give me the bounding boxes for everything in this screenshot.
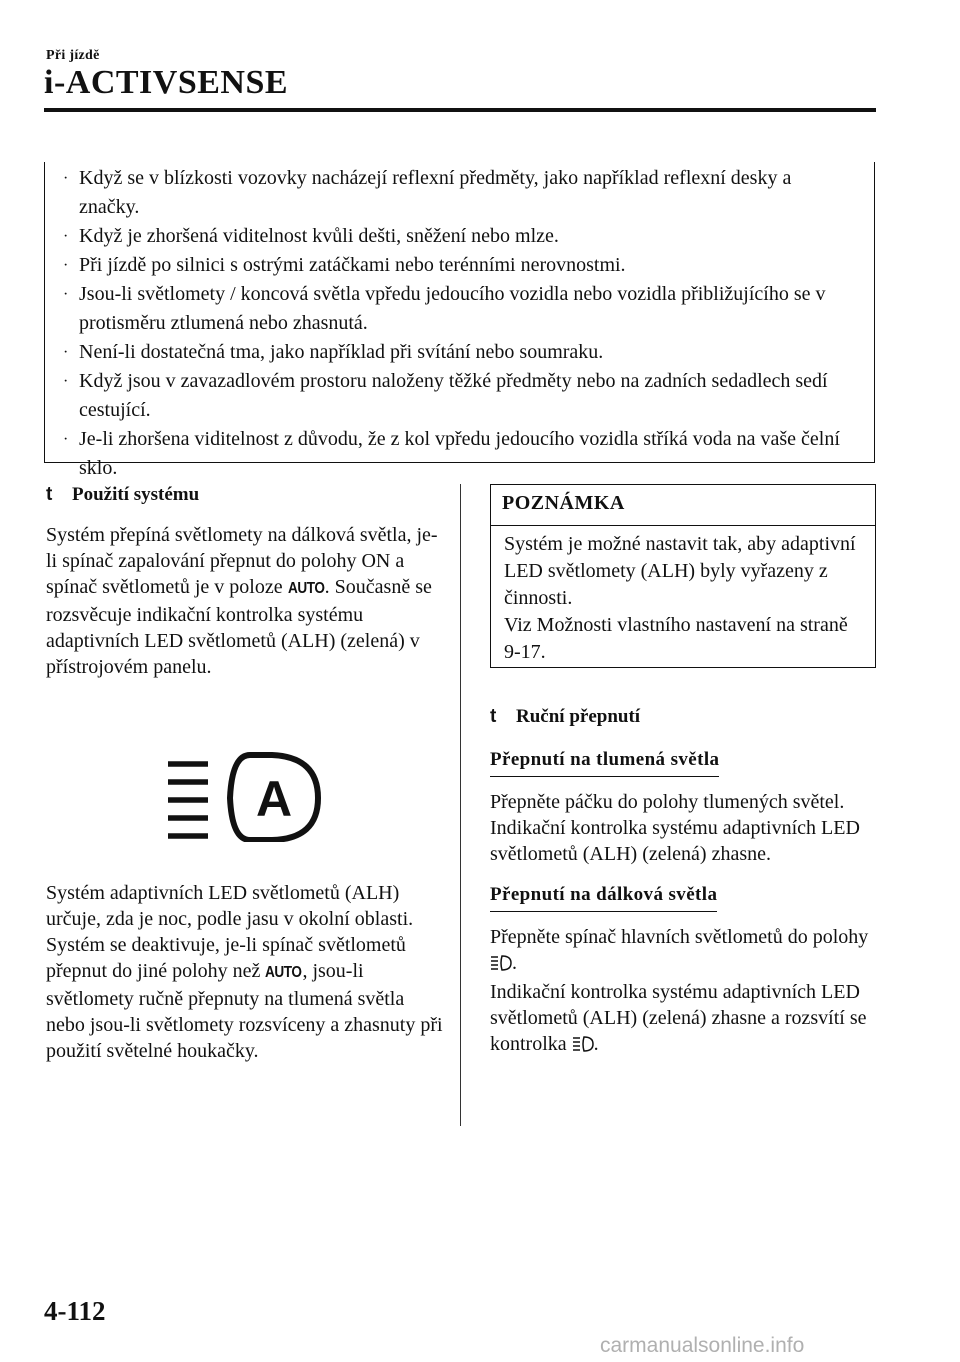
usage-heading-text: Použití systému [72,484,200,505]
bullet-text: Když jsou v zavazadlovém prostoru naloženy těžké předměty nebo na zadních sedadlech sedí cestující. [79,370,828,421]
usage-paragraph-1 [46,522,446,680]
high-beam-result-text: . [593,1033,599,1055]
bullet-text: Není-li dostatečná tma, jako například při svítání nebo soumraku. [79,341,604,363]
high-beam-result [490,979,870,1060]
usage-text: Systém adaptivních LED světlometů (ALH) určuje, zda je noc, podle jasu v okolní oblasti. [46,882,414,930]
bullet-text: Když je zhoršená viditelnost kvůli dešti, sněžení nebo mlze. [79,225,559,247]
column-divider [460,484,461,1126]
warning-bullet [60,338,850,367]
low-beam-heading: Přepnutí na tlumená světla [490,747,719,777]
warning-bullet [60,425,850,483]
bullet-marker: · [63,344,69,361]
usage-heading [46,482,446,508]
warning-bullet [60,367,850,425]
section-title: i-ACTIVSENSE [44,64,289,101]
bullet-text: Jsou-li světlomety / koncová světla vpředu jedoucího vozidla nebo vozidla přibližujícího se v protisměru ztlumená nebo zhasnutá. [79,283,826,334]
usage-paragraph-2 [46,880,446,1064]
bullet-text: Když se v blízkosti vozovky nacházejí reflexní předměty, jako například reflexní desky a značky. [79,167,792,218]
section-marker-icon: t [490,706,497,727]
high-beam-step-text: Přepněte spínač hlavních světlometů do polohy [490,926,869,948]
warning-bullet [60,280,850,338]
warning-bullet-list [60,164,850,483]
high-beam-icon [490,953,512,979]
high-beam-step-text: . [512,952,517,974]
warning-bullet [60,222,850,251]
page-number: 4-112 [44,1296,106,1326]
bullet-text: Při jízdě po silnici s ostrými zatáčkami nebo terénními nerovnostmi. [79,254,626,276]
note-text: Systém je možné nastavit tak, aby adaptivní LED světlomety (ALH) byly vyřazeny z činnosti. [504,533,856,609]
warning-bullet [60,251,850,280]
alh-indicator-icon [160,752,325,842]
bullet-marker: · [63,373,69,390]
bullet-marker: · [63,228,69,245]
low-beam-text [490,789,870,867]
manual-heading [490,704,870,730]
section-label: Při jízdě [46,48,100,63]
note-reference-link[interactable]: Viz Možnosti vlastního nastavení na straně 9-17. [504,614,848,663]
bullet-marker: · [63,286,69,303]
note-body [504,531,864,666]
bullet-marker: · [63,170,69,187]
indicator-letter: A [255,771,293,827]
title-rule [44,108,876,112]
low-beam-result: Indikační kontrolka systému adaptivních LED světlometů (ALH) (zelená) zhasne. [490,817,860,865]
auto-label: AUTO [287,580,325,597]
low-beam-step: Přepněte páčku do polohy tlumených světel. [490,791,845,813]
section-marker-icon: t [46,484,53,505]
note-title: POZNÁMKA [502,492,625,514]
bullet-text: Je-li zhoršena viditelnost z důvodu, že z kol vpředu jedoucího vozidla stříká voda na vaše čelní sklo. [79,428,840,479]
bullet-marker: · [63,431,69,448]
manual-heading-text: Ruční přepnutí [516,706,641,727]
usage-text: Systém přepíná světlomety na dálková světla, je-li spínač zapalování přepnut do polohy ON a spínač světlometů je v poloze [46,524,438,598]
manual-section [490,704,870,1060]
watermark: carmanualsonline.info [600,1334,805,1357]
high-beam-icon [572,1034,594,1060]
usage-text: , jsou-li světlomety ručně přepnuty na tlumená světla nebo jsou-li světlomety rozsvíceny a zhasnuty při použití světelné houkačky. [46,960,443,1062]
warning-bullet [60,164,850,222]
bullet-marker: · [63,257,69,274]
high-beam-step [490,924,870,979]
high-beam-text [490,924,870,1060]
usage-text: . Současně se rozsvěcuje indikační kontrolka systému adaptivních LED světlometů (ALH) (zelená) v přístrojovém panelu. [46,576,432,678]
usage-text: Systém se deaktivuje, je-li spínač světlometů přepnut do jiné polohy než [46,934,406,982]
auto-label: AUTO [265,964,302,981]
high-beam-heading: Přepnutí na dálková světla [490,882,717,912]
high-beam-result-text: Indikační kontrolka systému adaptivních LED světlometů (ALH) (zelená) zhasne a rozsvítí se kontrolka [490,981,867,1055]
